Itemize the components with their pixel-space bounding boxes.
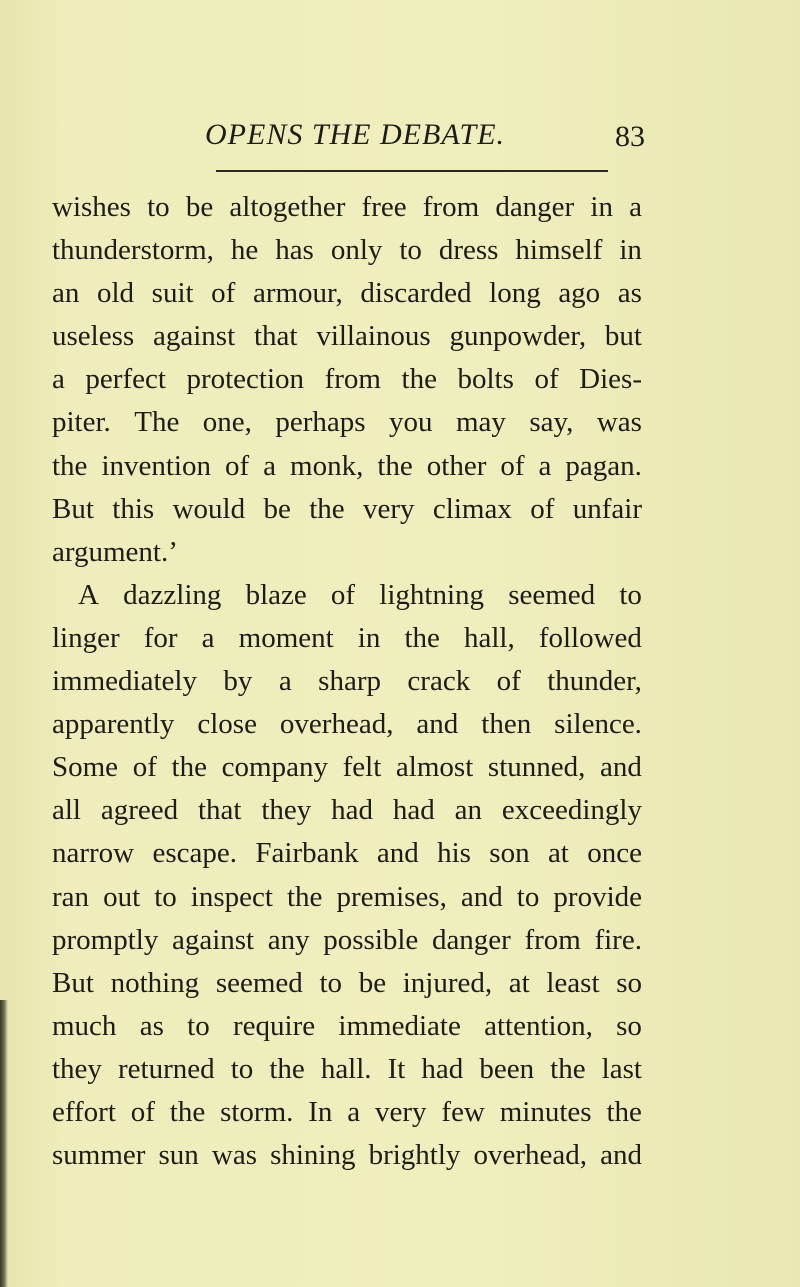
text-line: apparently close overhead, and then silence. <box>52 708 642 741</box>
body-text <box>52 186 642 1177</box>
text-line: ran out to inspect the premises, and to provide <box>52 880 642 913</box>
page-number: 83 <box>615 120 645 153</box>
binding-shadow <box>0 1000 8 1287</box>
text-line: all agreed that they had had an exceedingly <box>52 794 642 827</box>
text-line: useless against that villainous gunpowder, but <box>52 320 642 353</box>
text-line: the invention of a monk, the other of a pagan. <box>52 449 642 482</box>
text-line: But this would be the very climax of unfair <box>52 492 642 525</box>
page-header <box>0 0 800 180</box>
text-line: much as to require immediate attention, so <box>52 1009 642 1042</box>
text-line: Some of the company felt almost stunned, and <box>52 751 642 784</box>
text-line: promptly against any possible danger from fire. <box>52 923 642 956</box>
text-line: effort of the storm. In a very few minutes the <box>52 1095 642 1128</box>
text-line: immediately by a sharp crack of thunder, <box>52 665 642 698</box>
text-line: A dazzling blaze of lightning seemed to <box>78 578 642 611</box>
text-line: narrow escape. Fairbank and his son at once <box>52 837 642 870</box>
text-line: But nothing seemed to be injured, at least so <box>52 966 642 999</box>
running-head: OPENS THE DEBATE. <box>205 118 506 151</box>
text-line: a perfect protection from the bolts of Dies- <box>52 363 642 396</box>
text-line: wishes to be altogether free from danger in a <box>52 191 642 223</box>
text-line: argument.’ <box>52 535 178 568</box>
header-rule <box>216 170 608 172</box>
text-line: linger for a moment in the hall, followed <box>52 621 642 654</box>
text-line: they returned to the hall. It had been the last <box>52 1052 642 1085</box>
text-line: an old suit of armour, discarded long ago as <box>52 277 642 310</box>
text-line: piter. The one, perhaps you may say, was <box>52 406 642 439</box>
text-line: thunderstorm, he has only to dress himself in <box>52 234 642 267</box>
text-line: summer sun was shining brightly overhead, and <box>52 1139 642 1172</box>
